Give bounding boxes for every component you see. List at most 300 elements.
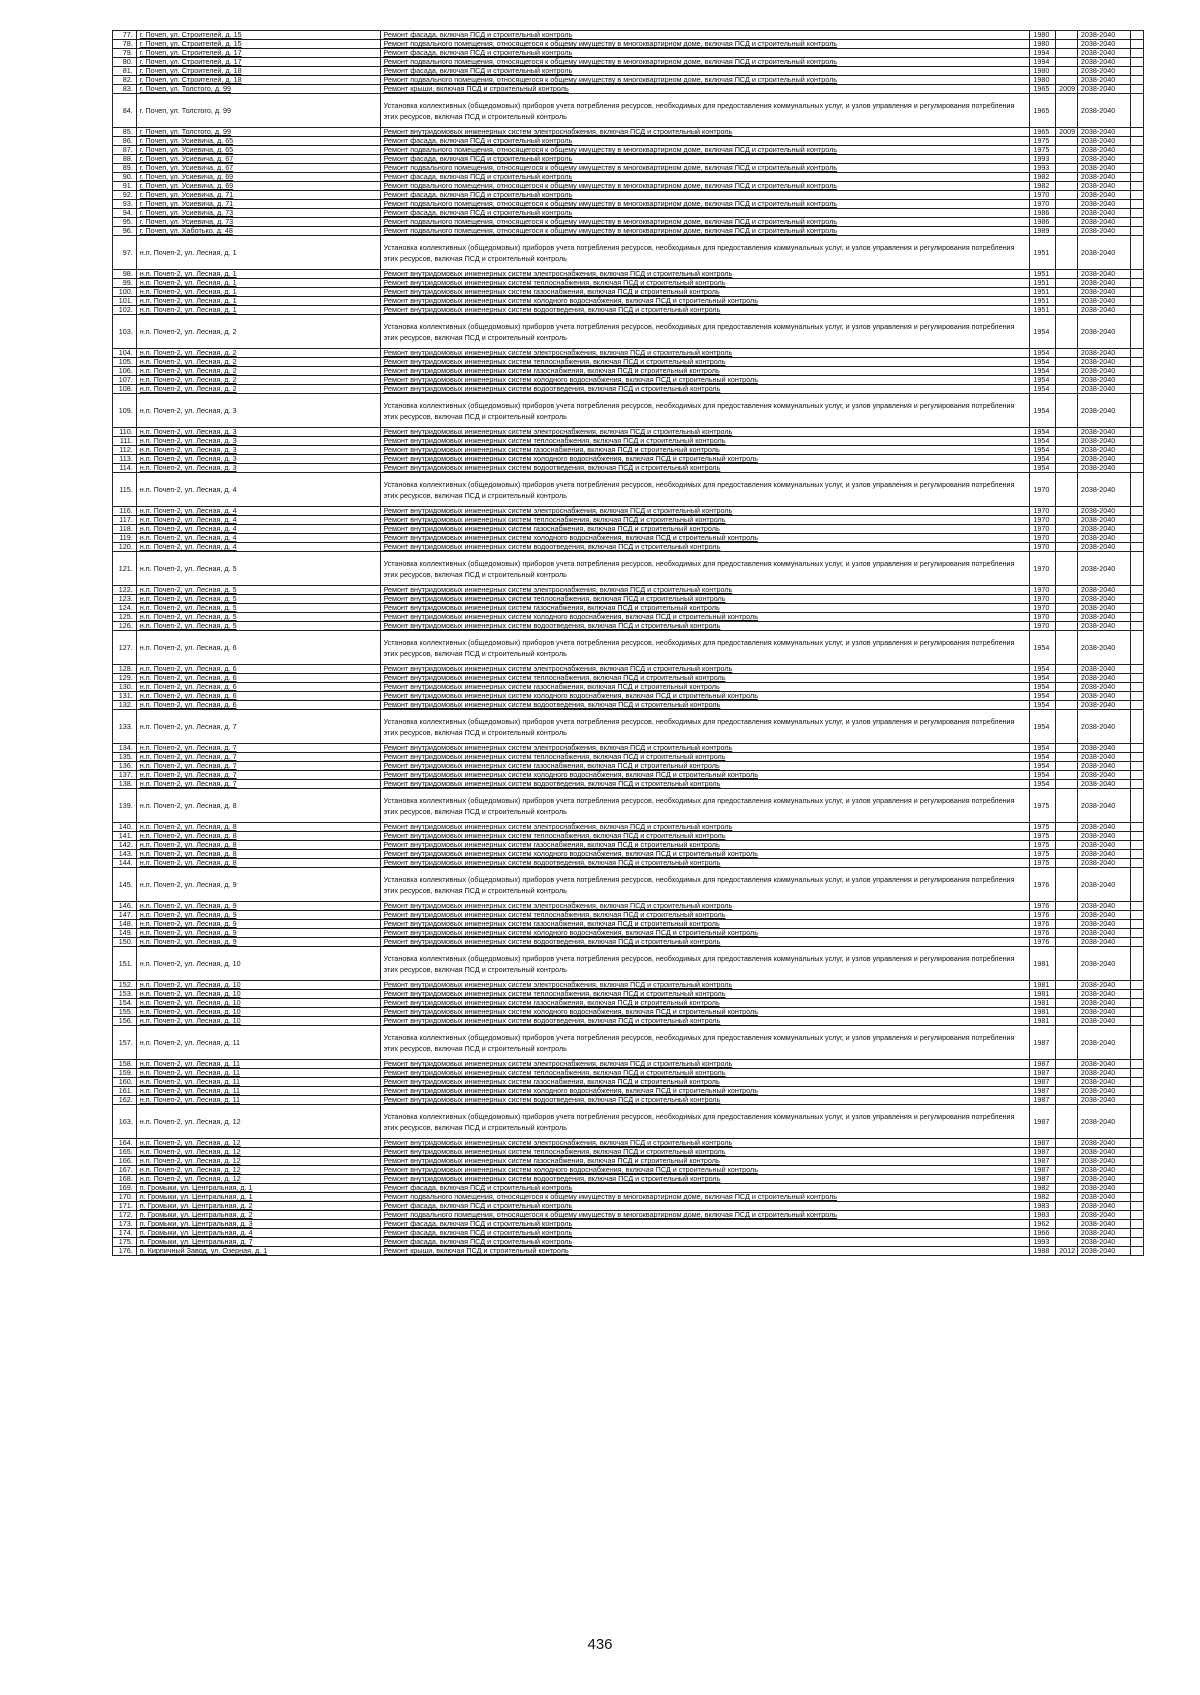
planned-period-cell: 2038-2040	[1077, 279, 1130, 288]
row-number: 149.	[113, 929, 137, 938]
row-number: 141.	[113, 832, 137, 841]
empty-cell	[1130, 49, 1143, 58]
address-cell: п. Громыки, ул. Центральная, д. 3	[136, 1220, 380, 1229]
table-row	[113, 173, 1144, 182]
empty-cell	[1130, 1229, 1143, 1238]
row-number: 166.	[113, 1157, 137, 1166]
table-row	[113, 155, 1144, 164]
last-repair-year-cell	[1056, 850, 1078, 859]
work-description-cell: Ремонт фасада, включая ПСД и строительный контроль	[380, 49, 1030, 58]
planned-period-cell: 2038-2040	[1077, 376, 1130, 385]
row-number: 79.	[113, 49, 137, 58]
last-repair-year-cell	[1056, 1157, 1078, 1166]
last-repair-year-cell	[1056, 446, 1078, 455]
address-cell: п. Громыки, ул. Центральная, д. 2	[136, 1211, 380, 1220]
work-description-cell: Ремонт внутридомовых инженерных систем холодного водоснабжения, включая ПСД и строительный контроль	[380, 692, 1030, 701]
last-repair-year-cell: 2009	[1056, 85, 1078, 94]
table-row	[113, 58, 1144, 67]
planned-period-cell: 2038-2040	[1077, 1193, 1130, 1202]
table-row	[113, 297, 1144, 306]
address-cell: н.п. Почеп-2, ул. Лесная, д. 9	[136, 868, 380, 902]
last-repair-year-cell	[1056, 146, 1078, 155]
planned-period-cell: 2038-2040	[1077, 780, 1130, 789]
address-cell: н.п. Почеп-2, ул. Лесная, д. 5	[136, 622, 380, 631]
address-cell: г. Почеп, ул. Хаботько, д. 48	[136, 227, 380, 236]
work-description-cell: Ремонт внутридомовых инженерных систем холодного водоснабжения, включая ПСД и строительный контроль	[380, 850, 1030, 859]
work-description-cell: Ремонт фасада, включая ПСД и строительный контроль	[380, 1220, 1030, 1229]
work-description-cell: Ремонт фасада, включая ПСД и строительный контроль	[380, 155, 1030, 164]
address-cell: н.п. Почеп-2, ул. Лесная, д. 7	[136, 753, 380, 762]
year-built-cell: 1970	[1030, 200, 1056, 209]
table-row	[113, 534, 1144, 543]
address-cell: н.п. Почеп-2, ул. Лесная, д. 12	[136, 1148, 380, 1157]
planned-period-cell: 2038-2040	[1077, 911, 1130, 920]
work-description-cell: Ремонт внутридомовых инженерных систем водоотведения, включая ПСД и строительный контроль	[380, 1096, 1030, 1105]
year-built-cell: 1986	[1030, 209, 1056, 218]
year-built-cell: 1954	[1030, 437, 1056, 446]
last-repair-year-cell	[1056, 622, 1078, 631]
year-built-cell: 1987	[1030, 1175, 1056, 1184]
row-number: 153.	[113, 990, 137, 999]
year-built-cell: 1987	[1030, 1069, 1056, 1078]
last-repair-year-cell	[1056, 1202, 1078, 1211]
empty-cell	[1130, 236, 1143, 270]
table-row	[113, 315, 1144, 349]
year-built-cell: 1970	[1030, 191, 1056, 200]
work-description-cell: Ремонт внутридомовых инженерных систем теплоснабжения, включая ПСД и строительный контроль	[380, 358, 1030, 367]
last-repair-year-cell	[1056, 297, 1078, 306]
year-built-cell: 1976	[1030, 929, 1056, 938]
empty-cell	[1130, 543, 1143, 552]
year-built-cell: 1954	[1030, 683, 1056, 692]
address-cell: н.п. Почеп-2, ул. Лесная, д. 8	[136, 832, 380, 841]
last-repair-year-cell	[1056, 218, 1078, 227]
table-row	[113, 744, 1144, 753]
planned-period-cell: 2038-2040	[1077, 999, 1130, 1008]
work-description-cell: Ремонт фасада, включая ПСД и строительный контроль	[380, 209, 1030, 218]
address-cell: н.п. Почеп-2, ул. Лесная, д. 2	[136, 385, 380, 394]
year-built-cell: 1970	[1030, 595, 1056, 604]
planned-period-cell: 2038-2040	[1077, 270, 1130, 279]
work-description-cell: Ремонт подвального помещения, относящегося к общему имуществу в многоквартирном доме, включая ПСД и строительный контроль	[380, 182, 1030, 191]
table-row	[113, 823, 1144, 832]
year-built-cell: 1988	[1030, 1247, 1056, 1256]
work-description-cell: Ремонт внутридомовых инженерных систем водоотведения, включая ПСД и строительный контроль	[380, 780, 1030, 789]
address-cell: н.п. Почеп-2, ул. Лесная, д. 2	[136, 349, 380, 358]
planned-period-cell: 2038-2040	[1077, 1166, 1130, 1175]
year-built-cell: 1981	[1030, 1017, 1056, 1026]
empty-cell	[1130, 552, 1143, 586]
address-cell: н.п. Почеп-2, ул. Лесная, д. 12	[136, 1139, 380, 1148]
row-number: 92.	[113, 191, 137, 200]
last-repair-year-cell	[1056, 981, 1078, 990]
row-number: 144.	[113, 859, 137, 868]
table-row	[113, 552, 1144, 586]
planned-period-cell: 2038-2040	[1077, 349, 1130, 358]
work-description-cell: Ремонт подвального помещения, относящегося к общему имуществу в многоквартирном доме, включая ПСД и строительный контроль	[380, 146, 1030, 155]
address-cell: н.п. Почеп-2, ул. Лесная, д. 10	[136, 999, 380, 1008]
table-row	[113, 464, 1144, 473]
row-number: 159.	[113, 1069, 137, 1078]
last-repair-year-cell	[1056, 780, 1078, 789]
work-description-cell: Ремонт подвального помещения, относящегося к общему имуществу в многоквартирном доме, включая ПСД и строительный контроль	[380, 1211, 1030, 1220]
work-description-cell: Установка коллективных (общедомовых) приборов учета потребления ресурсов, необходимых для предоставления коммунальных услуг, и узлов управления и регулирования потребления этих ресурсов, включая ПСД и строительный контроль	[380, 710, 1030, 744]
table-row	[113, 622, 1144, 631]
empty-cell	[1130, 1211, 1143, 1220]
row-number: 82.	[113, 76, 137, 85]
address-cell: н.п. Почеп-2, ул. Лесная, д. 4	[136, 473, 380, 507]
work-description-cell: Ремонт внутридомовых инженерных систем теплоснабжения, включая ПСД и строительный контроль	[380, 279, 1030, 288]
planned-period-cell: 2038-2040	[1077, 595, 1130, 604]
work-description-cell: Ремонт внутридомовых инженерных систем теплоснабжения, включая ПСД и строительный контроль	[380, 595, 1030, 604]
row-number: 151.	[113, 947, 137, 981]
year-built-cell: 1970	[1030, 516, 1056, 525]
table-row	[113, 692, 1144, 701]
address-cell: н.п. Почеп-2, ул. Лесная, д. 12	[136, 1157, 380, 1166]
address-cell: г. Почеп, ул. Усиевича, д. 69	[136, 182, 380, 191]
table-row	[113, 543, 1144, 552]
address-cell: г. Почеп, ул. Строителей, д. 17	[136, 58, 380, 67]
empty-cell	[1130, 315, 1143, 349]
address-cell: н.п. Почеп-2, ул. Лесная, д. 9	[136, 929, 380, 938]
last-repair-year-cell	[1056, 385, 1078, 394]
work-description-cell: Ремонт внутридомовых инженерных систем теплоснабжения, включая ПСД и строительный контроль	[380, 674, 1030, 683]
table-row	[113, 1175, 1144, 1184]
address-cell: н.п. Почеп-2, ул. Лесная, д. 4	[136, 525, 380, 534]
row-number: 97.	[113, 236, 137, 270]
planned-period-cell: 2038-2040	[1077, 674, 1130, 683]
work-description-cell: Ремонт фасада, включая ПСД и строительный контроль	[380, 1229, 1030, 1238]
table-row	[113, 920, 1144, 929]
planned-period-cell: 2038-2040	[1077, 683, 1130, 692]
year-built-cell: 1980	[1030, 40, 1056, 49]
row-number: 157.	[113, 1026, 137, 1060]
year-built-cell: 1987	[1030, 1087, 1056, 1096]
row-number: 147.	[113, 911, 137, 920]
last-repair-year-cell	[1056, 507, 1078, 516]
planned-period-cell: 2038-2040	[1077, 146, 1130, 155]
last-repair-year-cell	[1056, 604, 1078, 613]
last-repair-year-cell	[1056, 771, 1078, 780]
last-repair-year-cell	[1056, 428, 1078, 437]
planned-period-cell: 2038-2040	[1077, 1148, 1130, 1157]
year-built-cell: 1975	[1030, 859, 1056, 868]
planned-period-cell: 2038-2040	[1077, 49, 1130, 58]
year-built-cell: 1994	[1030, 49, 1056, 58]
row-number: 91.	[113, 182, 137, 191]
year-built-cell: 1970	[1030, 525, 1056, 534]
row-number: 170.	[113, 1193, 137, 1202]
last-repair-year-cell	[1056, 762, 1078, 771]
address-cell: н.п. Почеп-2, ул. Лесная, д. 8	[136, 789, 380, 823]
empty-cell	[1130, 920, 1143, 929]
row-number: 150.	[113, 938, 137, 947]
address-cell: г. Почеп, ул. Строителей, д. 18	[136, 76, 380, 85]
table-row	[113, 1238, 1144, 1247]
empty-cell	[1130, 349, 1143, 358]
last-repair-year-cell	[1056, 999, 1078, 1008]
table-row	[113, 1202, 1144, 1211]
last-repair-year-cell	[1056, 49, 1078, 58]
empty-cell	[1130, 929, 1143, 938]
empty-cell	[1130, 227, 1143, 236]
row-number: 165.	[113, 1148, 137, 1157]
table-row	[113, 270, 1144, 279]
empty-cell	[1130, 990, 1143, 999]
table-row	[113, 227, 1144, 236]
planned-period-cell: 2038-2040	[1077, 236, 1130, 270]
work-description-cell: Ремонт подвального помещения, относящегося к общему имуществу в многоквартирном доме, включая ПСД и строительный контроль	[380, 227, 1030, 236]
last-repair-year-cell	[1056, 1060, 1078, 1069]
row-number: 102.	[113, 306, 137, 315]
table-row	[113, 1078, 1144, 1087]
work-description-cell: Ремонт фасада, включая ПСД и строительный контроль	[380, 1202, 1030, 1211]
table-row	[113, 613, 1144, 622]
year-built-cell: 1975	[1030, 841, 1056, 850]
table-row	[113, 358, 1144, 367]
table-row	[113, 85, 1144, 94]
address-cell: н.п. Почеп-2, ул. Лесная, д. 8	[136, 859, 380, 868]
year-built-cell: 1954	[1030, 674, 1056, 683]
year-built-cell: 1981	[1030, 947, 1056, 981]
empty-cell	[1130, 200, 1143, 209]
planned-period-cell: 2038-2040	[1077, 1069, 1130, 1078]
repair-schedule-table	[112, 30, 1144, 1256]
table-row	[113, 1017, 1144, 1026]
planned-period-cell: 2038-2040	[1077, 868, 1130, 902]
work-description-cell: Ремонт внутридомовых инженерных систем холодного водоснабжения, включая ПСД и строительный контроль	[380, 929, 1030, 938]
year-built-cell: 1982	[1030, 1193, 1056, 1202]
table-row	[113, 1105, 1144, 1139]
work-description-cell: Ремонт внутридомовых инженерных систем электроснабжения, включая ПСД и строительный контроль	[380, 349, 1030, 358]
last-repair-year-cell	[1056, 182, 1078, 191]
row-number: 104.	[113, 349, 137, 358]
planned-period-cell: 2038-2040	[1077, 209, 1130, 218]
last-repair-year-cell	[1056, 349, 1078, 358]
year-built-cell: 1987	[1030, 1060, 1056, 1069]
year-built-cell: 1954	[1030, 315, 1056, 349]
table-row	[113, 446, 1144, 455]
work-description-cell: Ремонт внутридомовых инженерных систем водоотведения, включая ПСД и строительный контроль	[380, 859, 1030, 868]
work-description-cell: Ремонт подвального помещения, относящегося к общему имуществу в многоквартирном доме, включая ПСД и строительный контроль	[380, 200, 1030, 209]
work-description-cell: Ремонт фасада, включая ПСД и строительный контроль	[380, 191, 1030, 200]
row-number: 173.	[113, 1220, 137, 1229]
year-built-cell: 1981	[1030, 990, 1056, 999]
last-repair-year-cell	[1056, 464, 1078, 473]
address-cell: н.п. Почеп-2, ул. Лесная, д. 11	[136, 1078, 380, 1087]
year-built-cell: 1954	[1030, 446, 1056, 455]
planned-period-cell: 2038-2040	[1077, 137, 1130, 146]
empty-cell	[1130, 516, 1143, 525]
work-description-cell: Ремонт внутридомовых инженерных систем теплоснабжения, включая ПСД и строительный контроль	[380, 437, 1030, 446]
work-description-cell: Ремонт внутридомовых инженерных систем газоснабжения, включая ПСД и строительный контроль	[380, 999, 1030, 1008]
year-built-cell: 1954	[1030, 762, 1056, 771]
year-built-cell: 1994	[1030, 58, 1056, 67]
table-row	[113, 674, 1144, 683]
planned-period-cell: 2038-2040	[1077, 981, 1130, 990]
address-cell: н.п. Почеп-2, ул. Лесная, д. 5	[136, 604, 380, 613]
planned-period-cell: 2038-2040	[1077, 58, 1130, 67]
table-row	[113, 1166, 1144, 1175]
empty-cell	[1130, 631, 1143, 665]
work-description-cell: Ремонт фасада, включая ПСД и строительный контроль	[380, 67, 1030, 76]
planned-period-cell: 2038-2040	[1077, 40, 1130, 49]
planned-period-cell: 2038-2040	[1077, 288, 1130, 297]
planned-period-cell: 2038-2040	[1077, 543, 1130, 552]
address-cell: н.п. Почеп-2, ул. Лесная, д. 1	[136, 297, 380, 306]
register-table-container	[112, 30, 1144, 1256]
empty-cell	[1130, 762, 1143, 771]
work-description-cell: Ремонт внутридомовых инженерных систем газоснабжения, включая ПСД и строительный контроль	[380, 683, 1030, 692]
table-row	[113, 1096, 1144, 1105]
row-number: 152.	[113, 981, 137, 990]
year-built-cell: 1954	[1030, 464, 1056, 473]
planned-period-cell: 2038-2040	[1077, 128, 1130, 137]
work-description-cell: Установка коллективных (общедомовых) приборов учета потребления ресурсов, необходимых для предоставления коммунальных услуг, и узлов управления и регулирования потребления этих ресурсов, включая ПСД и строительный контроль	[380, 315, 1030, 349]
address-cell: н.п. Почеп-2, ул. Лесная, д. 10	[136, 990, 380, 999]
planned-period-cell: 2038-2040	[1077, 832, 1130, 841]
empty-cell	[1130, 40, 1143, 49]
planned-period-cell: 2038-2040	[1077, 1247, 1130, 1256]
table-row	[113, 832, 1144, 841]
table-row	[113, 182, 1144, 191]
work-description-cell: Ремонт внутридомовых инженерных систем газоснабжения, включая ПСД и строительный контроль	[380, 288, 1030, 297]
empty-cell	[1130, 428, 1143, 437]
table-row	[113, 1211, 1144, 1220]
empty-cell	[1130, 1157, 1143, 1166]
year-built-cell: 1993	[1030, 1238, 1056, 1247]
table-row	[113, 929, 1144, 938]
table-row	[113, 1157, 1144, 1166]
year-built-cell: 1976	[1030, 902, 1056, 911]
table-row	[113, 938, 1144, 947]
table-row	[113, 128, 1144, 137]
last-repair-year-cell	[1056, 58, 1078, 67]
planned-period-cell: 2038-2040	[1077, 428, 1130, 437]
empty-cell	[1130, 1017, 1143, 1026]
row-number: 127.	[113, 631, 137, 665]
last-repair-year-cell	[1056, 1087, 1078, 1096]
row-number: 132.	[113, 701, 137, 710]
work-description-cell: Ремонт крыши, включая ПСД и строительный контроль	[380, 1247, 1030, 1256]
table-row	[113, 218, 1144, 227]
work-description-cell: Ремонт внутридомовых инженерных систем водоотведения, включая ПСД и строительный контроль	[380, 938, 1030, 947]
year-built-cell: 1976	[1030, 868, 1056, 902]
year-built-cell: 1951	[1030, 297, 1056, 306]
table-row	[113, 990, 1144, 999]
work-description-cell: Установка коллективных (общедомовых) приборов учета потребления ресурсов, необходимых для предоставления коммунальных услуг, и узлов управления и регулирования потребления этих ресурсов, включая ПСД и строительный контроль	[380, 236, 1030, 270]
address-cell: г. Почеп, ул. Строителей, д. 18	[136, 67, 380, 76]
empty-cell	[1130, 1078, 1143, 1087]
address-cell: н.п. Почеп-2, ул. Лесная, д. 1	[136, 288, 380, 297]
address-cell: н.п. Почеп-2, ул. Лесная, д. 2	[136, 376, 380, 385]
planned-period-cell: 2038-2040	[1077, 1184, 1130, 1193]
year-built-cell: 1987	[1030, 1096, 1056, 1105]
last-repair-year-cell	[1056, 1166, 1078, 1175]
work-description-cell: Ремонт внутридомовых инженерных систем газоснабжения, включая ПСД и строительный контроль	[380, 367, 1030, 376]
planned-period-cell: 2038-2040	[1077, 200, 1130, 209]
last-repair-year-cell	[1056, 279, 1078, 288]
work-description-cell: Установка коллективных (общедомовых) приборов учета потребления ресурсов, необходимых для предоставления коммунальных услуг, и узлов управления и регулирования потребления этих ресурсов, включая ПСД и строительный контроль	[380, 1105, 1030, 1139]
year-built-cell: 1965	[1030, 94, 1056, 128]
empty-cell	[1130, 999, 1143, 1008]
planned-period-cell: 2038-2040	[1077, 534, 1130, 543]
row-number: 86.	[113, 137, 137, 146]
table-row	[113, 437, 1144, 446]
last-repair-year-cell	[1056, 367, 1078, 376]
work-description-cell: Ремонт внутридомовых инженерных систем теплоснабжения, включая ПСД и строительный контроль	[380, 516, 1030, 525]
address-cell: н.п. Почеп-2, ул. Лесная, д. 3	[136, 455, 380, 464]
planned-period-cell: 2038-2040	[1077, 173, 1130, 182]
address-cell: г. Почеп, ул. Усиевича, д. 67	[136, 164, 380, 173]
empty-cell	[1130, 67, 1143, 76]
empty-cell	[1130, 455, 1143, 464]
empty-cell	[1130, 665, 1143, 674]
year-built-cell: 1976	[1030, 920, 1056, 929]
table-row	[113, 1148, 1144, 1157]
row-number: 117.	[113, 516, 137, 525]
address-cell: н.п. Почеп-2, ул. Лесная, д. 3	[136, 428, 380, 437]
year-built-cell: 1976	[1030, 911, 1056, 920]
row-number: 116.	[113, 507, 137, 516]
last-repair-year-cell	[1056, 525, 1078, 534]
address-cell: н.п. Почеп-2, ул. Лесная, д. 1	[136, 236, 380, 270]
table-row	[113, 1139, 1144, 1148]
row-number: 135.	[113, 753, 137, 762]
work-description-cell: Ремонт внутридомовых инженерных систем водоотведения, включая ПСД и строительный контроль	[380, 701, 1030, 710]
row-number: 140.	[113, 823, 137, 832]
year-built-cell: 1951	[1030, 306, 1056, 315]
empty-cell	[1130, 534, 1143, 543]
year-built-cell: 1965	[1030, 85, 1056, 94]
empty-cell	[1130, 938, 1143, 947]
planned-period-cell: 2038-2040	[1077, 744, 1130, 753]
row-number: 167.	[113, 1166, 137, 1175]
last-repair-year-cell	[1056, 76, 1078, 85]
table-row	[113, 1184, 1144, 1193]
planned-period-cell: 2038-2040	[1077, 1105, 1130, 1139]
address-cell: н.п. Почеп-2, ул. Лесная, д. 10	[136, 1017, 380, 1026]
planned-period-cell: 2038-2040	[1077, 990, 1130, 999]
empty-cell	[1130, 191, 1143, 200]
last-repair-year-cell	[1056, 1211, 1078, 1220]
empty-cell	[1130, 1139, 1143, 1148]
address-cell: г. Почеп, ул. Строителей, д. 15	[136, 40, 380, 49]
last-repair-year-cell	[1056, 823, 1078, 832]
row-number: 143.	[113, 850, 137, 859]
empty-cell	[1130, 182, 1143, 191]
row-number: 94.	[113, 209, 137, 218]
address-cell: н.п. Почеп-2, ул. Лесная, д. 9	[136, 911, 380, 920]
year-built-cell: 1980	[1030, 67, 1056, 76]
table-row	[113, 604, 1144, 613]
last-repair-year-cell	[1056, 744, 1078, 753]
table-body	[113, 31, 1144, 1256]
planned-period-cell: 2038-2040	[1077, 753, 1130, 762]
planned-period-cell: 2038-2040	[1077, 155, 1130, 164]
planned-period-cell: 2038-2040	[1077, 1202, 1130, 1211]
planned-period-cell: 2038-2040	[1077, 367, 1130, 376]
last-repair-year-cell	[1056, 31, 1078, 40]
row-number: 100.	[113, 288, 137, 297]
year-built-cell: 1975	[1030, 789, 1056, 823]
last-repair-year-cell	[1056, 911, 1078, 920]
year-built-cell: 1987	[1030, 1105, 1056, 1139]
planned-period-cell: 2038-2040	[1077, 76, 1130, 85]
address-cell: н.п. Почеп-2, ул. Лесная, д. 7	[136, 710, 380, 744]
empty-cell	[1130, 683, 1143, 692]
work-description-cell: Ремонт фасада, включая ПСД и строительный контроль	[380, 173, 1030, 182]
